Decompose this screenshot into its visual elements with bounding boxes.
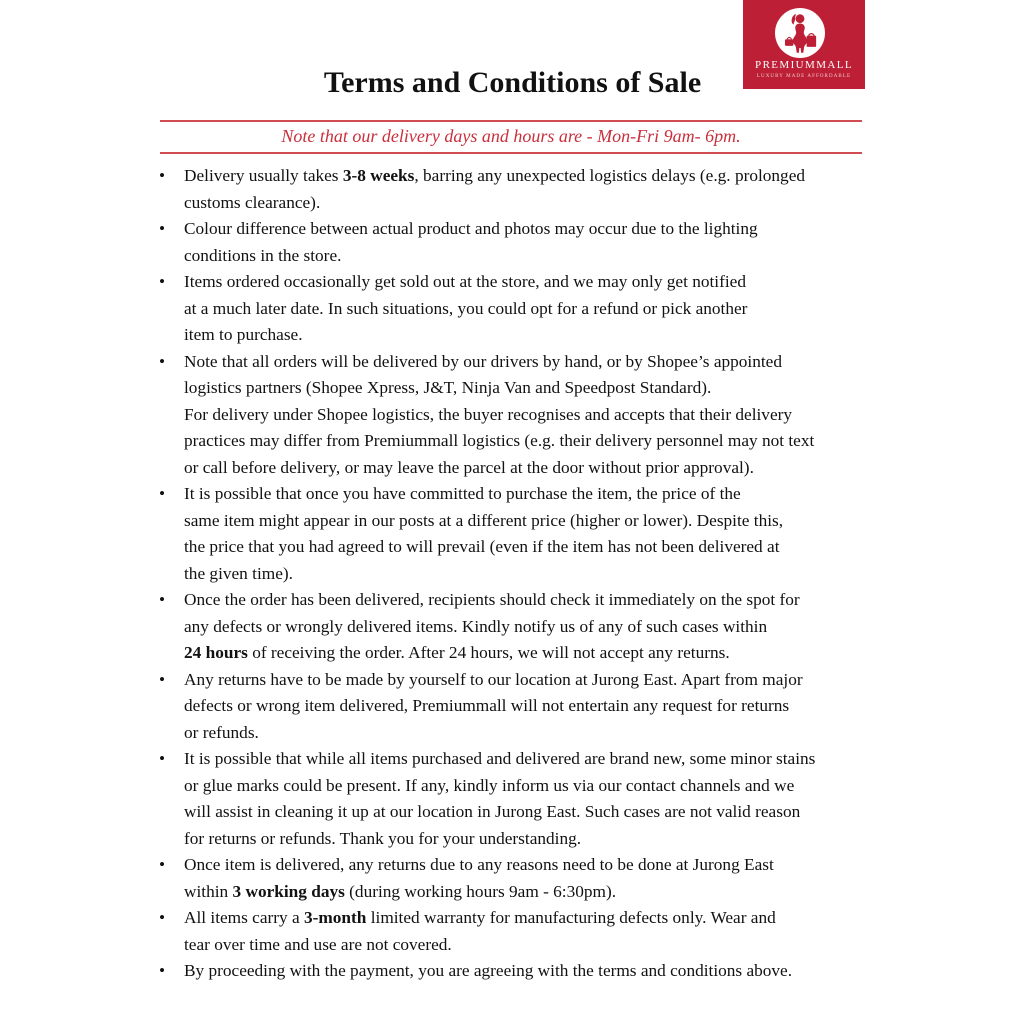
- term-text: Any returns have to be made by yourself to our location at Jurong East. Apart from major: [184, 669, 803, 689]
- logo-name: PREMIUMMALL: [755, 59, 853, 71]
- term-text: at a much later date. In such situations, you could opt for a refund or pick another: [184, 298, 748, 318]
- term-text: It is possible that once you have committed to purchase the item, the price of the: [184, 484, 741, 503]
- term-text: practices may differ from Premiummall logistics (e.g. their delivery personnel may not text: [184, 431, 815, 450]
- term-item: [158, 746, 873, 852]
- term-text: any defects or wrongly delivered items. Kindly notify us of any of such cases within: [184, 616, 768, 636]
- logo-tagline: LUXURY MADE AFFORDABLE: [756, 74, 852, 79]
- term-text: of receiving the order. After 24 hours, we will not accept any returns.: [247, 643, 730, 662]
- term-text: Items ordered occasionally get sold out at the store, and we may only get notified: [184, 272, 746, 291]
- term-text: Colour difference between actual product and photos may occur due to the lighting: [184, 219, 758, 238]
- term-item: [158, 269, 873, 349]
- term-text: conditions in the store.: [184, 245, 342, 265]
- delivery-notice: Note that our delivery days and hours are - Mon-Fri 9am- 6pm.: [281, 126, 741, 146]
- term-item: [158, 481, 873, 587]
- term-text: for returns or refunds. Thank you for your understanding.: [184, 828, 582, 848]
- term-text: tear over time and use are not covered.: [184, 934, 452, 954]
- term-item: [158, 905, 873, 958]
- term-text-bold: 3 working days: [232, 881, 345, 901]
- terms-list: [158, 163, 873, 985]
- term-text: It is possible that while all items purchased and delivered are brand new, some minor stains: [184, 749, 816, 768]
- term-text: the price that you had agreed to will prevail (even if the item has not been delivered at: [184, 537, 780, 556]
- term-text: Once item is delivered, any returns due to any reasons need to be done at Jurong East: [184, 855, 774, 874]
- term-text: or refunds.: [184, 722, 259, 742]
- term-item: [158, 667, 873, 747]
- notice-rule-bottom: [160, 152, 862, 154]
- notice-rule-top: [160, 120, 862, 122]
- term-text: item to purchase.: [184, 325, 303, 344]
- term-text: limited warranty for manufacturing defects only. Wear and: [366, 908, 776, 927]
- term-item: [158, 958, 873, 985]
- term-item: [158, 852, 873, 905]
- term-text-bold: 3-8 weeks: [342, 166, 415, 185]
- term-item: [158, 587, 873, 667]
- term-text: will assist in cleaning it up at our location in Jurong East. Such cases are not valid reason: [184, 802, 801, 821]
- term-text-bold: 24 hours: [184, 643, 248, 662]
- term-text: within: [184, 881, 233, 901]
- term-text: the given time).: [184, 563, 293, 583]
- term-text: or glue marks could be present. If any, kindly inform us via our contact channels and we: [184, 775, 795, 795]
- woman-with-shopping-bags-icon: [778, 11, 822, 55]
- term-text: Once the order has been delivered, recipients should check it immediately on the spot for: [184, 590, 800, 609]
- term-text: All items carry a: [184, 908, 304, 927]
- term-text: (during working hours 9am - 6:30pm).: [344, 881, 617, 901]
- term-text: customs clearance).: [184, 192, 321, 212]
- term-text: , barring any unexpected logistics delays (e.g. prolonged: [414, 166, 806, 185]
- term-text-bold: 3-month: [303, 908, 367, 927]
- term-text: Delivery usually takes: [184, 166, 343, 185]
- term-text: For delivery under Shopee logistics, the buyer recognises and accepts that their delivery: [184, 404, 793, 424]
- page-title: Terms and Conditions of Sale: [323, 66, 702, 99]
- logo-circle: [775, 8, 825, 58]
- term-text: or call before delivery, or may leave the parcel at the door without prior approval).: [184, 457, 754, 477]
- term-item: [158, 163, 873, 216]
- term-text: same item might appear in our posts at a different price (higher or lower). Despite this,: [184, 510, 784, 530]
- term-text: By proceeding with the payment, you are agreeing with the terms and conditions above.: [184, 961, 793, 980]
- term-item: [158, 216, 873, 269]
- term-text: Note that all orders will be delivered by our drivers by hand, or by Shopee’s appointed: [184, 351, 782, 371]
- term-item: [158, 349, 873, 482]
- term-text: logistics partners (Shopee Xpress, J&T, Ninja Van and Speedpost Standard).: [184, 378, 712, 397]
- term-text: defects or wrong item delivered, Premiummall will not entertain any request for returns: [184, 696, 790, 715]
